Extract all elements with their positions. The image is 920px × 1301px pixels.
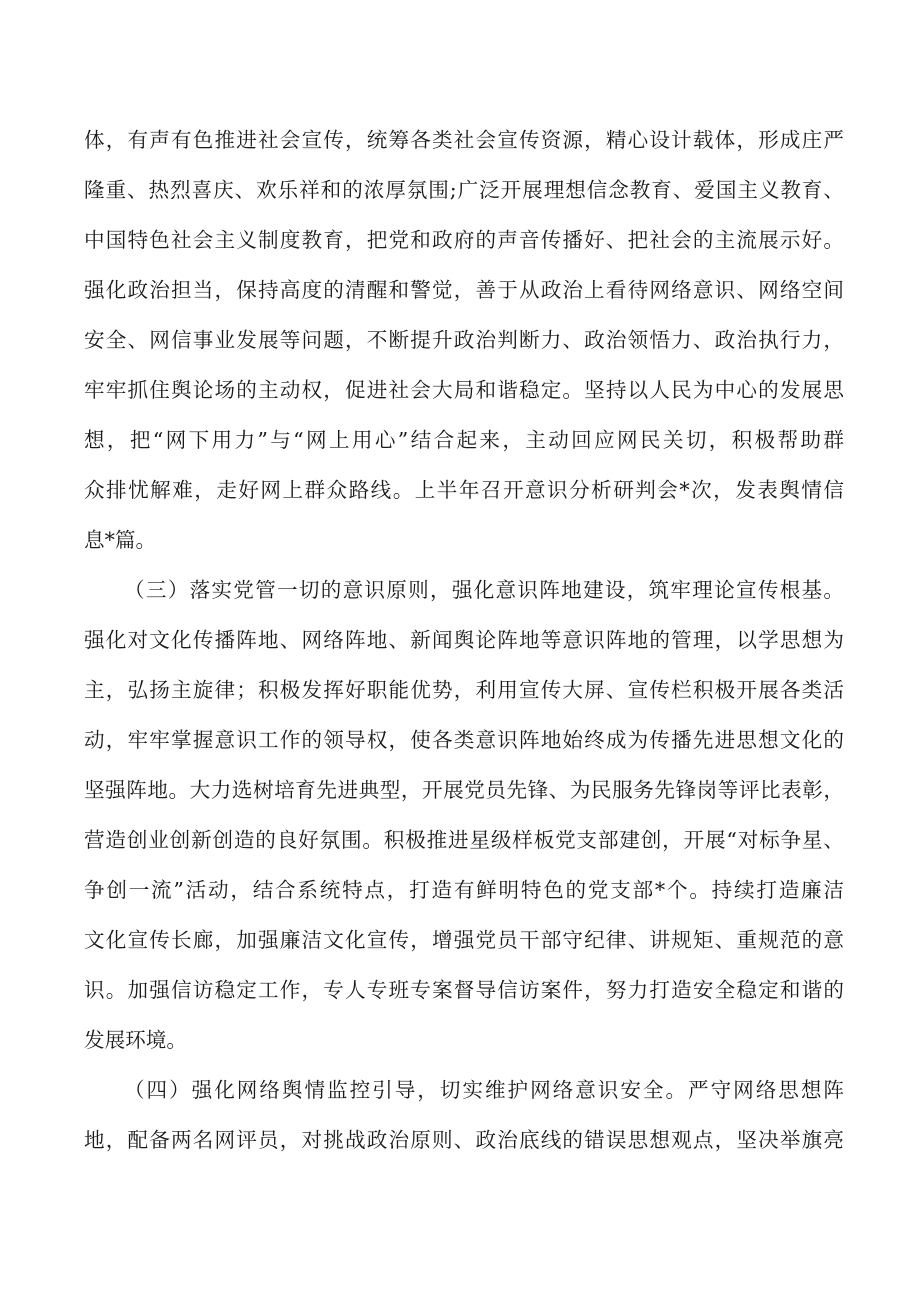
text-line: 坚强阵地。大力选树培育先进典型，开展党员先锋、为民服务先锋岗等评比表彰，	[84, 778, 844, 802]
text-line: 发展环境。	[84, 1028, 187, 1052]
section-heading-4: （四）强化网络舆情监控引导，切实维护网络意识安全。严守网络思想阵	[124, 1078, 844, 1102]
text-line: 隆重、热烈喜庆、欢乐祥和的浓厚氛围;广泛开展理想信念教育、爱国主义教育、	[84, 178, 844, 202]
text-line: 强化政治担当，保持高度的清醒和警觉，善于从政治上看待网络意识、网络空间	[84, 278, 844, 302]
text-line: 争创一流”活动，结合系统特点，打造有鲜明特色的党支部*个。持续打造廉洁	[84, 878, 844, 902]
text-line: 牢牢抓住舆论场的主动权，促进社会大局和谐稳定。坚持以人民为中心的发展思	[84, 378, 844, 402]
text-line: 想，把“网下用力”与“网上用心”结合起来，主动回应网民关切，积极帮助群	[84, 428, 844, 452]
text-line: 中国特色社会主义制度教育，把党和政府的声音传播好、把社会的主流展示好。	[84, 228, 844, 252]
text-line: 安全、网信事业发展等问题，不断提升政治判断力、政治领悟力、政治执行力，	[84, 328, 844, 352]
text-line: 营造创业创新创造的良好氛围。积极推进星级样板党支部建创，开展“对标争星、	[84, 828, 844, 852]
text-line: 文化宣传长廊，加强廉洁文化宣传，增强党员干部守纪律、讲规矩、重规范的意	[84, 928, 844, 952]
text-line: 识。加强信访稳定工作，专人专班专案督导信访案件，努力打造安全稳定和谐的	[84, 978, 844, 1002]
section-heading-3: （三）落实党管一切的意识原则，强化意识阵地建设，筑牢理论宣传根基。	[124, 578, 844, 602]
text-line: 主，弘扬主旋律；积极发挥好职能优势，利用宣传大屏、宣传栏积极开展各类活	[84, 678, 844, 702]
text-line: 息*篇。	[84, 528, 157, 552]
text-line: 动，牢牢掌握意识工作的领导权，使各类意识阵地始终成为传播先进思想文化的	[84, 728, 844, 752]
text-line: 地，配备两名网评员，对挑战政治原则、政治底线的错误思想观点，坚决举旗亮	[84, 1128, 844, 1152]
text-line: 体，有声有色推进社会宣传，统筹各类社会宣传资源，精心设计载体，形成庄严	[84, 128, 844, 152]
text-line: 强化对文化传播阵地、网络阵地、新闻舆论阵地等意识阵地的管理，以学思想为	[84, 628, 844, 652]
text-line: 众排忧解难，走好网上群众路线。上半年召开意识分析研判会*次，发表舆情信	[84, 478, 844, 502]
